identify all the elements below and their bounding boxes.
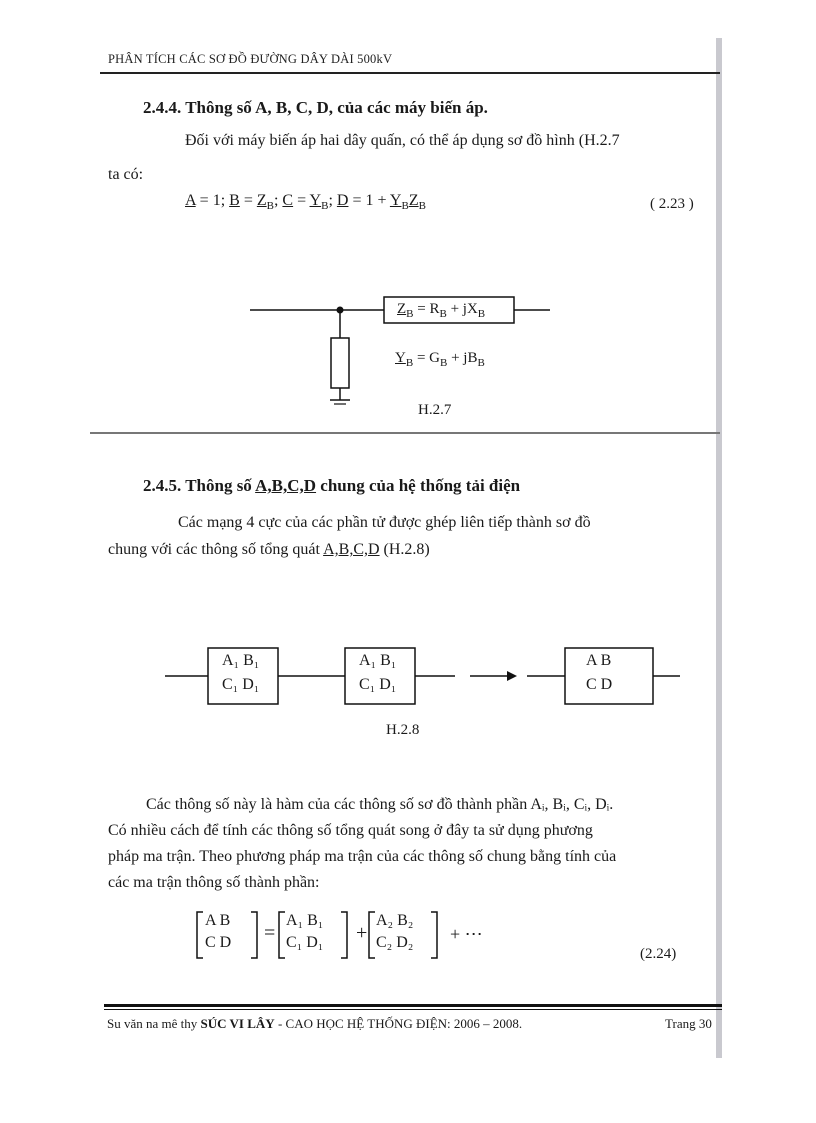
matrix-plus-1: +	[356, 922, 368, 944]
matrix-2-bot: C₂ D₂	[376, 934, 414, 951]
eq-C: C	[282, 192, 294, 209]
eq-D: D	[336, 192, 349, 209]
h28-box2-top: A₁ B₁	[359, 652, 397, 669]
footer-rule-thick	[104, 1004, 722, 1007]
matrix-brackets	[195, 908, 465, 962]
equation-2-23: A = 1; $B = Z_B$; $C = Y_B$; $D = 1 + Y_BZ_B$	[185, 192, 426, 213]
footer-rule-thin	[104, 1009, 722, 1010]
h28-caption: H.2.8	[386, 722, 420, 738]
paragraph-244-line2: ta có:	[108, 166, 144, 183]
scan-divider	[90, 432, 720, 434]
h28-box1-top: A₁ B₁	[222, 652, 260, 669]
paragraph-245b-line2: Có nhiều cách để tính các thông số tổng quát song ở đây ta sử dụng phương	[108, 822, 593, 839]
paragraph-245b-line3: pháp ma trận. Theo phương pháp ma trận của các thông số chung bằng tính của	[108, 848, 617, 865]
matrix-equals: =	[264, 922, 276, 944]
h28-box1-bot: C₁ D₁	[222, 676, 260, 693]
page-number: Trang 30	[665, 1016, 712, 1031]
eq-B: B	[229, 192, 240, 209]
matrix-0-bot: C D	[205, 934, 232, 951]
matrix-1-top: A₁ B₁	[286, 912, 324, 929]
running-header: PHÂN TÍCH CÁC SƠ ĐỒ ĐƯỜNG DÂY DÀI 500kV	[108, 52, 393, 66]
matrix-2-top: A₂ B₂	[376, 912, 414, 929]
section-heading-244: 2.4.4. Thông số A, B, C, D, của các máy biến áp.	[143, 98, 488, 117]
matrix-0-top: A B	[205, 912, 231, 929]
h28-box2-bot: C₁ D₁	[359, 676, 397, 693]
h27-yb-label: $Y_B = G_B + jB_B$	[395, 350, 485, 369]
scan-edge-bar	[716, 38, 722, 1058]
section-heading-245: 2.4.5. Thông số A,B,C,D chung của hệ thống tải điện	[143, 476, 521, 495]
equation-number-2-23: ( 2.23 )	[650, 196, 694, 212]
h28-arrow-head	[507, 671, 517, 681]
h27-zb-label: $Z_B = R_B + jX_B$	[397, 301, 486, 320]
equation-number-2-24: (2.24)	[640, 946, 677, 962]
paragraph-245-line1: Các mạng 4 cực của các phần tử được ghép liên tiếp thành sơ đồ	[178, 514, 591, 531]
h28-box3-top: A B	[586, 652, 612, 669]
paragraph-245b-line1: Các thông số này là hàm của các thông số sơ đồ thành phần Aᵢ, Bᵢ, Cᵢ, Dᵢ.	[146, 796, 614, 813]
eq-A: A	[185, 192, 196, 209]
matrix-plus-ellipsis: + ⋯	[450, 924, 483, 944]
matrix-1-bot: C₁ D₁	[286, 934, 324, 951]
paragraph-244-line1: Đối với máy biến áp hai dây quấn, có thể áp dụng sơ đồ hình (H.2.7	[185, 132, 620, 149]
header-rule	[100, 72, 720, 74]
h27-caption: H.2.7	[418, 402, 452, 418]
paragraph-245-line2: chung với các thông số tổng quát A,B,C,D (H.2.8)	[108, 541, 430, 558]
footer-text: Su văn na mê thy SÚC VI LÂY - CAO HỌC HỆ THỐNG ĐIỆN: 2006 – 2008.	[107, 1016, 523, 1031]
h27-shunt-box	[331, 338, 349, 388]
paragraph-245b-line4: các ma trận thông số thành phần:	[108, 874, 320, 891]
figure-h27-diagram	[250, 280, 570, 410]
h28-box3-bot: C D	[586, 676, 613, 693]
